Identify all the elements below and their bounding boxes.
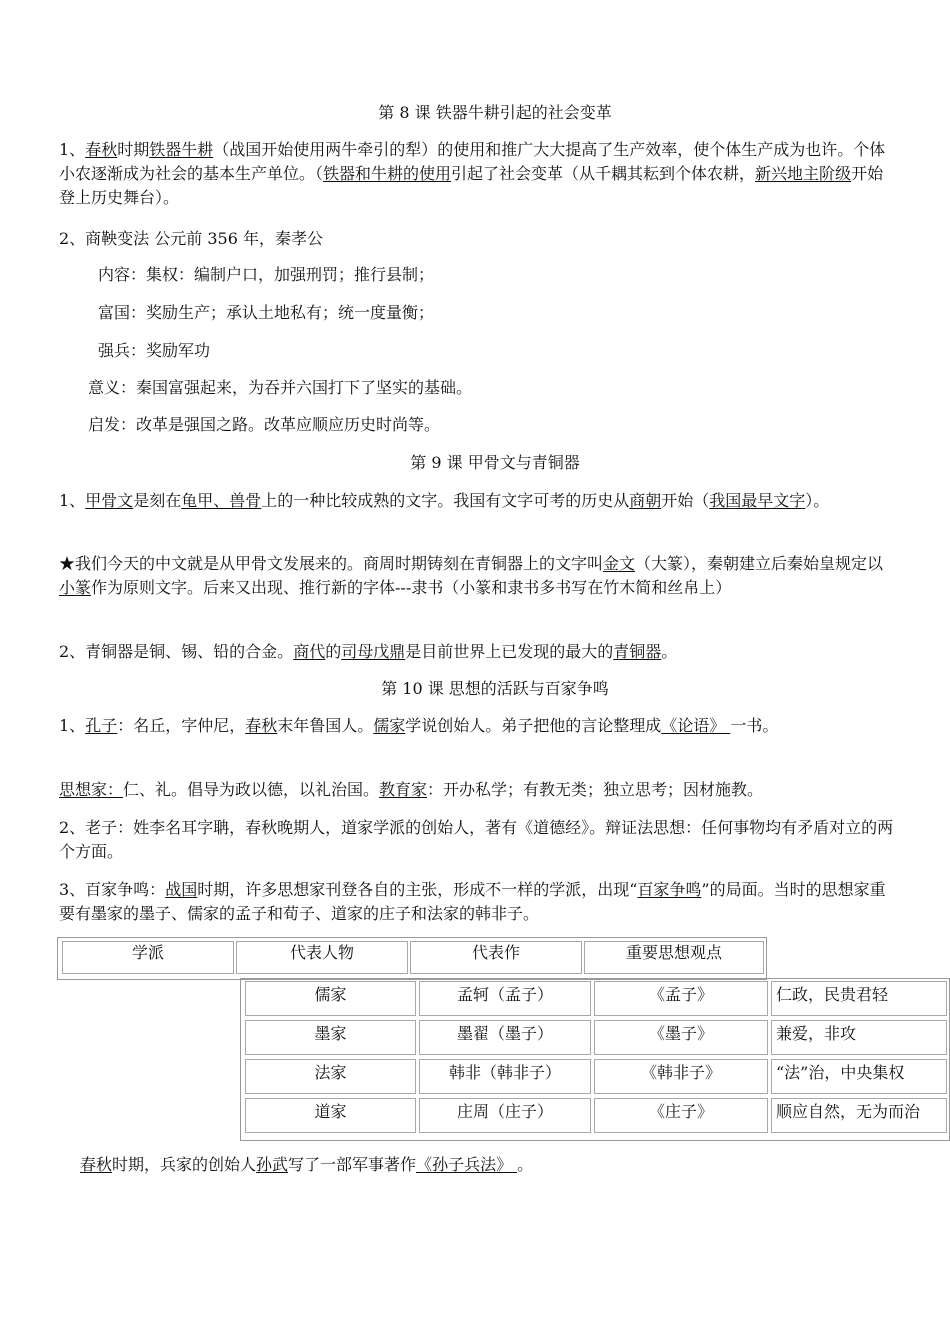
underline-term: 孔子 (85, 716, 118, 735)
underline-term: 甲骨文 (85, 491, 134, 510)
reform-meaning: 意义：秦国富强起来，为吞并六国打下了坚实的基础。 (88, 378, 473, 397)
table-cell: 《庄子》 (594, 1098, 768, 1133)
lesson9-paragraph-3: 2、青铜器是铜、锡、铅的合金。商代的司母戊鼎是目前世界上已发现的最大的青铜器。 (59, 642, 678, 661)
table-header-work: 代表作 (410, 941, 582, 974)
underline-term: 青铜器 (613, 642, 662, 661)
table-cell: 法家 (245, 1059, 416, 1094)
lesson9-title: 第 9 课 甲骨文与青铜器 (410, 453, 580, 472)
underline-term: 金文 (603, 554, 636, 573)
lesson8-title: 第 8 课 铁器牛耕引起的社会变革 (378, 103, 612, 122)
table-header-figure: 代表人物 (236, 941, 408, 974)
underline-term: 商代 (293, 642, 326, 661)
reform-rich-country: 富国：奖励生产；承认土地私有；统一度量衡； (98, 303, 435, 322)
table-cell: 儒家 (245, 981, 416, 1016)
table-cell: 孟轲（孟子） (419, 981, 591, 1016)
lesson9-paragraph-1: 1、甲骨文是刻在龟甲、兽骨上的一种比较成熟的文字。我国有文字可考的历史从商朝开始（我国最早文字）。 (59, 491, 830, 510)
table-cell: 兼爱，非攻 (771, 1020, 947, 1055)
table-cell: 仁政，民贵君轻 (771, 981, 947, 1016)
reform-content: 内容：集权：编制户口，加强刑罚；推行县制； (98, 265, 435, 284)
underline-term: 思想家： (59, 780, 124, 799)
underline-term: 儒家 (373, 716, 406, 735)
table-cell: 顺应自然，无为而治 (771, 1098, 947, 1133)
table-cell: 韩非（韩非子） (419, 1059, 591, 1094)
lesson8-paragraph-1: 1、春秋时期铁器牛耕（战国开始使用两牛牵引的犁）的使用和推广大大提高了生产效率，使个体生产成为也许。个体小农逐渐成为社会的基本生产单位。（铁器和牛耕的使用引起了社会变革（从千耦其耘到个体农耕，新兴地主阶级开始登上历史舞台）。 (59, 140, 886, 207)
underline-term: 孙武 (256, 1155, 289, 1174)
table-cell: 《墨子》 (594, 1020, 768, 1055)
underline-term: 铁器和牛耕的使用 (323, 164, 452, 183)
underline-term: 春秋 (245, 716, 278, 735)
lesson10-paragraph-2: 思想家：仁、礼。倡导为政以德，以礼治国。教育家：开办私学；有教无类；独立思考；因材施教。 (59, 780, 764, 799)
reform-strong-army: 强兵：奖励军功 (98, 341, 211, 360)
lesson10-paragraph-4: 3、百家争鸣：战国时期，许多思想家刊登各自的主张，形成不一样的学派，出现“百家争鸣”的局面。当时的思想家重要有墨家的墨子、儒家的孟子和荀子、道家的庄子和法家的韩非子。 (59, 880, 886, 923)
table-cell: 《韩非子》 (594, 1059, 768, 1094)
underline-term: 新兴地主阶级 (755, 164, 852, 183)
lesson8-paragraph-2: 2、商鞅变法 公元前 356 年，秦孝公 (59, 229, 323, 248)
underline-term: 春秋 (85, 140, 118, 159)
lesson10-final-line: 春秋时期，兵家的创始人孙武写了一部军事著作《孙子兵法》 。 (80, 1155, 534, 1174)
underline-term: 我国最早文字 (709, 491, 806, 510)
underline-term: 春秋 (80, 1155, 113, 1174)
table-cell: 墨家 (245, 1020, 416, 1055)
underline-term: 商朝 (629, 491, 662, 510)
table-cell: 庄周（庄子） (419, 1098, 591, 1133)
lesson9-paragraph-2: ★我们今天的中文就是从甲骨文发展来的。商周时期铸刻在青铜器上的文字叫金文（大篆），秦朝建立后秦始皇规定以小篆作为原则文字。后来又出现、推行新的字体---隶书（小篆和隶书多书写在竹木简和丝帛上） (59, 554, 884, 597)
table-cell: 《孟子》 (594, 981, 768, 1016)
lesson10-paragraph-3: 2、老子：姓李名耳字聃，春秋晚期人，道家学派的创始人，著有《道德经》。辩证法思想：任何事物均有矛盾对立的两个方面。 (59, 818, 894, 861)
underline-term: 教育家 (379, 780, 428, 799)
table-cell: 道家 (245, 1098, 416, 1133)
underline-term: 《论语》 (661, 716, 731, 735)
table-header-idea: 重要思想观点 (584, 941, 764, 974)
underline-term: 铁器牛耕 (149, 140, 214, 159)
lesson10-paragraph-1: 1、孔子：名丘，字仲尼，春秋末年鲁国人。儒家学说创始人。弟子把他的言论整理成《论语》 一书。 (59, 716, 779, 735)
underline-term: 百家争鸣 (637, 880, 702, 899)
table-cell: 墨翟（墨子） (419, 1020, 591, 1055)
table-header-school: 学派 (62, 941, 234, 974)
underline-term: 《孙子兵法》 (416, 1155, 518, 1174)
underline-term: 司母戊鼎 (341, 642, 406, 661)
underline-term: 战国 (165, 880, 198, 899)
lesson10-title: 第 10 课 思想的活跃与百家争鸣 (381, 679, 609, 698)
reform-insight: 启发：改革是强国之路。改革应顺应历史时尚等。 (88, 415, 441, 434)
underline-term: 龟甲、兽骨 (181, 491, 262, 510)
table-cell: “法”治，中央集权 (771, 1059, 947, 1094)
underline-term: 小篆 (59, 578, 92, 597)
